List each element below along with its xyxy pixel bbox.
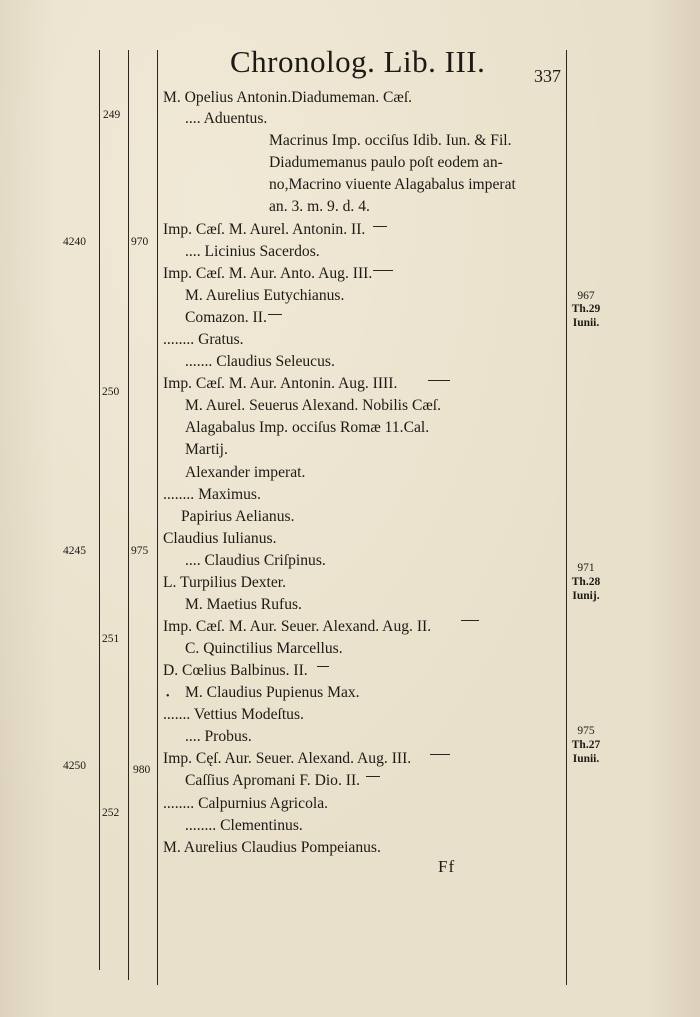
overline-mark xyxy=(366,776,380,777)
bullet-mark: • xyxy=(166,691,170,702)
entry-line: Caſſius Apromani F. Dio. II. xyxy=(185,772,361,789)
entry-line: .... Claudius Criſpinus. xyxy=(185,552,326,569)
margin-note-number: 975 xyxy=(577,725,595,737)
entry-line: L. Turpilius Dexter. xyxy=(163,574,287,591)
overline-mark xyxy=(268,314,282,315)
overline-mark xyxy=(373,270,393,271)
entry-line: Diadumemanus paulo poſt eodem an- xyxy=(269,154,503,171)
entry-line: Macrinus Imp. occiſus Idib. Iun. & Fil. xyxy=(269,132,512,149)
entry-line: M. Opelius Antonin.Diadumeman. Cæſ. xyxy=(163,89,413,106)
entry-line: .... Probus. xyxy=(185,728,252,745)
page-number: 337 xyxy=(534,66,561,86)
overline-mark xyxy=(373,226,387,227)
entry-line: Alagabalus Imp. occiſus Romæ 11.Cal. xyxy=(185,419,430,436)
entry-line: M. Aurelius Eutychianus. xyxy=(185,287,345,304)
column-rule xyxy=(566,50,567,985)
entry-line: .... Licinius Sacerdos. xyxy=(185,243,320,260)
year-number: 250 xyxy=(102,386,120,398)
year-number: 4250 xyxy=(63,760,86,772)
entry-line: .... Aduentus. xyxy=(185,110,268,127)
entry-line: Alexander imperat. xyxy=(185,464,306,481)
year-number: 249 xyxy=(103,109,121,121)
entry-line: ........ Calpurnius Agricola. xyxy=(163,795,329,812)
margin-note-month: Iunii. xyxy=(572,317,600,329)
entry-line: an. 3. m. 9. d. 4. xyxy=(269,198,370,215)
margin-note-month: Iunij. xyxy=(572,590,600,602)
entry-line: ........ Maximus. xyxy=(163,486,261,503)
entry-line: Claudius Iulianus. xyxy=(163,530,277,547)
entry-line: Imp. Cæſ. M. Aur. Seuer. Alexand. Aug. II. xyxy=(163,618,432,635)
overline-mark xyxy=(317,666,329,667)
column-rule xyxy=(157,50,158,985)
margin-note-month: Iunii. xyxy=(572,753,600,765)
margin-note-number: 971 xyxy=(577,562,595,574)
column-rule xyxy=(99,50,100,970)
entry-line: Comazon. II. xyxy=(185,309,267,326)
page-title: Chronolog. Lib. III. xyxy=(230,44,486,79)
entry-line: Martij. xyxy=(185,441,228,458)
entry-line: Papirius Aelianus. xyxy=(181,508,295,525)
overline-mark xyxy=(461,620,479,621)
entry-line: Imp. Cęſ. Aur. Seuer. Alexand. Aug. III. xyxy=(163,750,412,767)
entry-line: M. Claudius Pupienus Max. xyxy=(185,684,360,701)
margin-note-th: Th.29 xyxy=(571,303,601,315)
overline-mark xyxy=(428,380,450,381)
year-number: 251 xyxy=(102,633,120,645)
entry-line: Imp. Cæſ. M. Aurel. Antonin. II. xyxy=(163,221,366,238)
column-rule xyxy=(128,50,129,980)
margin-note-number: 967 xyxy=(577,290,595,302)
year-number: 4240 xyxy=(63,236,86,248)
entry-line: ........ Clementinus. xyxy=(185,817,303,834)
year-number: 980 xyxy=(133,764,151,776)
entry-line: M. Aurelius Claudius Pompeianus. xyxy=(163,839,381,856)
overline-mark xyxy=(430,754,450,755)
margin-note-th: Th.27 xyxy=(571,739,601,751)
year-number: 4245 xyxy=(63,545,86,557)
entry-line: C. Quinctilius Marcellus. xyxy=(185,640,343,657)
year-number: 970 xyxy=(131,236,149,248)
entry-line: no,Macrino viuente Alagabalus imperat xyxy=(269,176,516,193)
year-number: 975 xyxy=(131,545,149,557)
entry-line: M. Maetius Rufus. xyxy=(185,596,302,613)
entry-line: Imp. Cæſ. M. Aur. Anto. Aug. III. xyxy=(163,265,373,282)
entry-line: ....... Claudius Seleucus. xyxy=(185,353,335,370)
entry-line: Imp. Cæſ. M. Aur. Antonin. Aug. IIII. xyxy=(163,375,398,392)
entry-line: M. Aurel. Seuerus Alexand. Nobilis Cæſ. xyxy=(185,397,441,414)
signature-mark: Ff xyxy=(438,857,456,876)
entry-line: ....... Vettius Modeſtus. xyxy=(163,706,304,723)
year-number: 252 xyxy=(102,807,120,819)
margin-note-th: Th.28 xyxy=(571,576,601,588)
entry-line: ........ Gratus. xyxy=(163,331,244,348)
entry-line: D. Cœlius Balbinus. II. xyxy=(163,662,308,679)
